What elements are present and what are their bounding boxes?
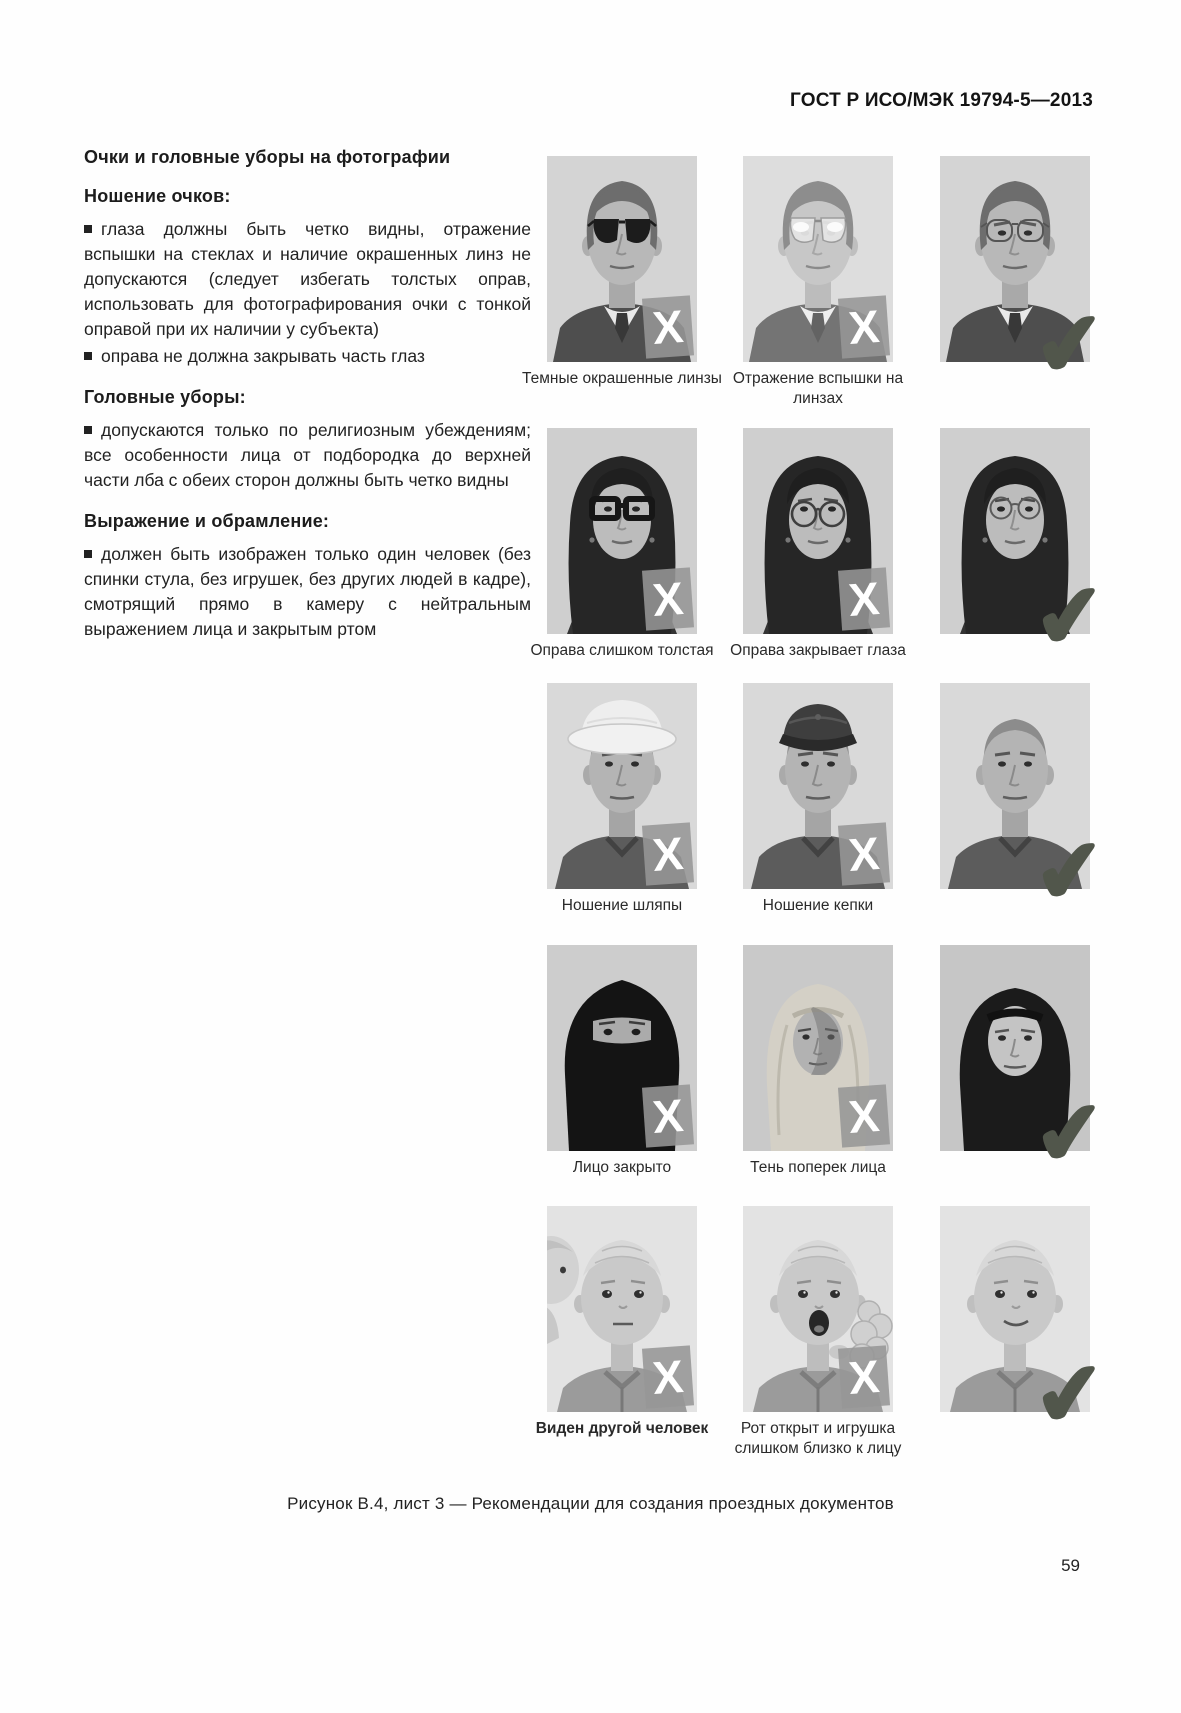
photo-caption: Рот открыт и игрушка слишком близко к лицу [734,1420,902,1457]
photo-caption: Оправа закрывает глаза [730,642,906,659]
photo-correct-baby [940,1206,1111,1447]
x-mark-icon: X [642,1084,694,1147]
photo-flash-reflection [743,156,893,362]
photo-wearing-cap [743,683,893,889]
check-mark-icon: ✔ [1029,1082,1111,1186]
photo-cell [522,156,722,389]
photo-cell [547,683,697,916]
photo-cell [940,428,1111,669]
heading-headwear: Головные уборы: [84,387,246,407]
page-number: 59 [1061,1556,1080,1575]
x-mark-icon: X [838,1084,890,1147]
photo-correct-thin-glasses [940,156,1111,397]
x-mark-icon: X [642,295,694,358]
bullet-text: допускаются только по религиозным убеждениям; все особенности лица от подбородка до верхней части лба с обеих сторон должны быть четко видны [84,420,531,490]
photo-cell [535,1206,709,1439]
photo-shadow-across-face [743,945,893,1151]
photo-caption: Оправа слишком толстая [530,642,714,659]
photo-dark-tinted-lenses [547,156,697,362]
check-mark-icon: ✔ [1029,1343,1111,1447]
photo-cell [940,156,1111,397]
x-mark-icon: X [838,295,890,358]
photo-caption: Ношение кепки [762,897,874,914]
photo-cell [734,1206,902,1459]
bullet-item [84,418,531,493]
photo-correct-no-hat [940,683,1111,924]
photo-caption: Лицо закрыто [572,1159,672,1176]
check-mark-icon: ✔ [1029,820,1111,924]
standard-number-header: ГОСТ Р ИСО/МЭК 19794-5—2013 [790,90,1093,111]
bullet-square-icon [84,225,92,233]
x-mark-icon: X [642,567,694,630]
photo-caption: Темные окрашенные линзы [522,370,722,387]
open-mouth [809,1310,829,1336]
bullet-item [84,542,531,642]
photo-caption: Виден другой человек [535,1420,709,1437]
photo-mouth-open-toy [743,1206,893,1412]
text-column [84,147,531,644]
photo-correct-round-glasses [940,428,1111,669]
photo-cell [530,428,714,661]
photo-frame-covers-eyes [743,428,893,634]
photo-caption: Отражение вспышки на линзах [732,370,904,407]
x-mark-icon: X [838,822,890,885]
bullet-item [84,217,531,342]
figure-caption: Рисунок В.4, лист 3 — Рекомендации для создания проездных документов [287,1494,894,1513]
photo-cell [940,1206,1111,1447]
photo-face-covered [547,945,697,1151]
photo-frame-too-thick [547,428,697,634]
bullet-text: оправа не должна закрывать часть глаз [101,346,425,366]
bullet-square-icon [84,426,92,434]
x-mark-icon: X [838,1345,890,1408]
heading-glasses: Ношение очков: [84,186,231,206]
heading-expression: Выражение и обрамление: [84,511,330,531]
photo-caption: Ношение шляпы [561,897,683,914]
photo-cell [743,945,893,1178]
photo-cell [547,945,697,1178]
photo-other-person-visible [547,1206,697,1412]
photo-cell [732,156,904,409]
x-mark-icon: X [642,1345,694,1408]
bullet-square-icon [84,352,92,360]
x-mark-icon: X [838,567,890,630]
check-mark-icon: ✔ [1029,565,1111,669]
photo-wearing-hat [547,683,697,889]
photo-cell [743,683,893,916]
photo-correct-hijab [940,945,1111,1186]
bullet-text: должен быть изображен только один человек (без спинки стула, без игрушек, без других людей в кадре), смотрящий прямо в камеру с нейтральным выражением лица и закрытым ртом [84,544,531,639]
photo-cell [730,428,906,661]
photo-cell [940,945,1111,1186]
photo-cell [940,683,1111,924]
bullet-square-icon [84,550,92,558]
bullet-text: глаза должны быть четко видны, отражение вспышки на стеклах и наличие окрашенных линз не допускаются (следует избегать толстых оправ, использовать для фотографирования очки с тонкой оправой при их наличии у субъекта) [84,219,531,339]
x-mark-icon: X [642,822,694,885]
photo-caption: Тень поперек лица [750,1159,886,1176]
check-mark-icon: ✔ [1029,293,1111,397]
section-title: Очки и головные уборы на фотографии [84,147,451,167]
bullet-item [84,344,531,369]
